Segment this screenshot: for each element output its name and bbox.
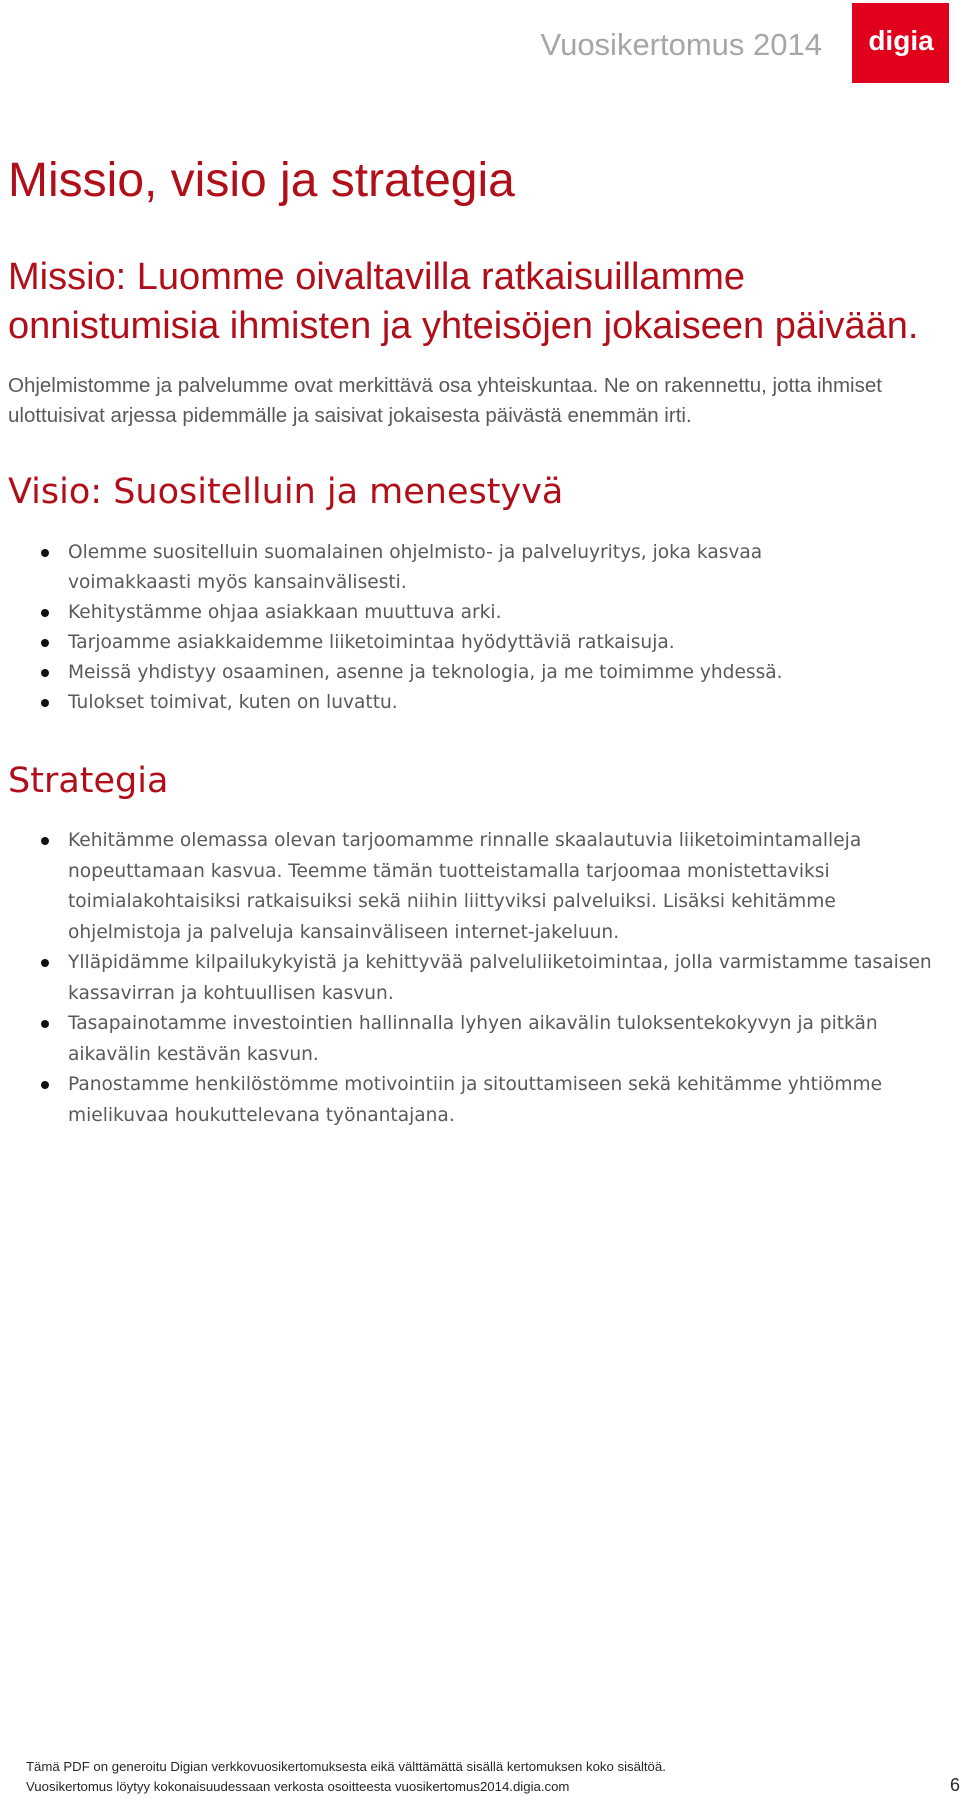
footer (26, 1757, 666, 1797)
list-item-text: Tasapainotamme investointien hallinnalla lyhyen aikavälin tuloksentekokyvyn ja pitkän aikavälin kestävän kasvun. (68, 1013, 878, 1065)
list-item-text: Kehitystämme ohjaa asiakkaan muuttuva arki. (68, 602, 502, 623)
bullet-icon (41, 837, 49, 845)
bullet-icon (41, 609, 49, 617)
bullet-icon (41, 669, 49, 677)
svg-text:digia: digia (867, 25, 934, 56)
list-item-text: Panostamme henkilöstömme motivointiin ja sitouttamiseen sekä kehitämme yhtiömme mielikuvaa houkuttelevana työnantajana. (68, 1074, 883, 1126)
mission-heading-line1: Missio: Luomme oivaltavilla ratkaisuillamme (8, 256, 746, 298)
page-number: 6 (949, 1775, 960, 1795)
list-item-text: Meissä yhdistyy osaaminen, asenne ja teknologia, ja me toimimme yhdessä. (68, 662, 783, 683)
list-item (0, 1070, 935, 1131)
bullet-icon (41, 639, 49, 647)
vision-list (0, 538, 880, 718)
list-item-text: Tarjoamme asiakkaidemme liiketoimintaa hyödyttäviä ratkaisuja. (68, 632, 675, 653)
list-item-text: Kehitämme olemassa olevan tarjoomamme rinnalle skaalautuvia liiketoimintamalleja nopeuttamaan kasvua. Teemme tämän tuotteistamalla tarjoomaa monistettaviksi toimialakohtaisiksi ratkaisuiksi sekä niihin liittyviksi palveluiksi. Lisäksi kehitämme ohjelmistoja ja palveluja kansainväliseen internet-jakeluun. (68, 830, 862, 943)
strategy-list (0, 826, 935, 1131)
mission-heading-line2: onnistumisia ihmisten ja yhteisöjen jokaiseen päivään. (8, 305, 919, 347)
page-title: Missio, visio ja strategia (8, 154, 515, 207)
vision-heading: Visio: Suositelluin ja menestyvä (8, 472, 564, 512)
list-item (0, 598, 880, 628)
report-title: Vuosikertomus 2014 (540, 27, 822, 62)
list-item (0, 826, 935, 948)
list-item (0, 1009, 935, 1070)
list-item (0, 688, 880, 718)
list-item (0, 538, 880, 598)
list-item (0, 658, 880, 688)
mission-text: Ohjelmistomme ja palvelumme ovat merkittävä osa yhteiskuntaa. Ne on rakennettu, jotta ihmiset ulottuisivat arjessa pidemmälle ja saisivat jokaisesta päivästä enemmän irti. (8, 374, 882, 427)
list-item (0, 948, 935, 1009)
footer-url-note: Vuosikertomus löytyy kokonaisuudessaan verkosta osoitteesta vuosikertomus2014.digia.com (26, 1779, 570, 1794)
digia-logo (852, 3, 949, 83)
list-item-text: Olemme suositelluin suomalainen ohjelmisto- ja palveluyritys, joka kasvaa voimakkaasti myös kansainvälisesti. (68, 542, 763, 593)
bullet-icon (41, 699, 49, 707)
bullet-icon (41, 1081, 49, 1089)
list-item-text: Tulokset toimivat, kuten on luvattu. (68, 692, 398, 713)
mission-heading (8, 253, 918, 351)
digia-logo-mark (866, 23, 936, 63)
bullet-icon (41, 1020, 49, 1028)
strategy-heading: Strategia (8, 761, 169, 801)
footer-disclaimer: Tämä PDF on generoitu Digian verkkovuosikertomuksesta eikä välttämättä sisällä kertomuksen koko sisältöä. (26, 1759, 666, 1774)
list-item (0, 628, 880, 658)
list-item-text: Ylläpidämme kilpailukykyistä ja kehittyvää palveluliiketoimintaa, jolla varmistamme tasaisen kassavirran ja kohtuullisen kasvun. (68, 952, 932, 1004)
bullet-icon (41, 959, 49, 967)
bullet-icon (41, 549, 49, 557)
